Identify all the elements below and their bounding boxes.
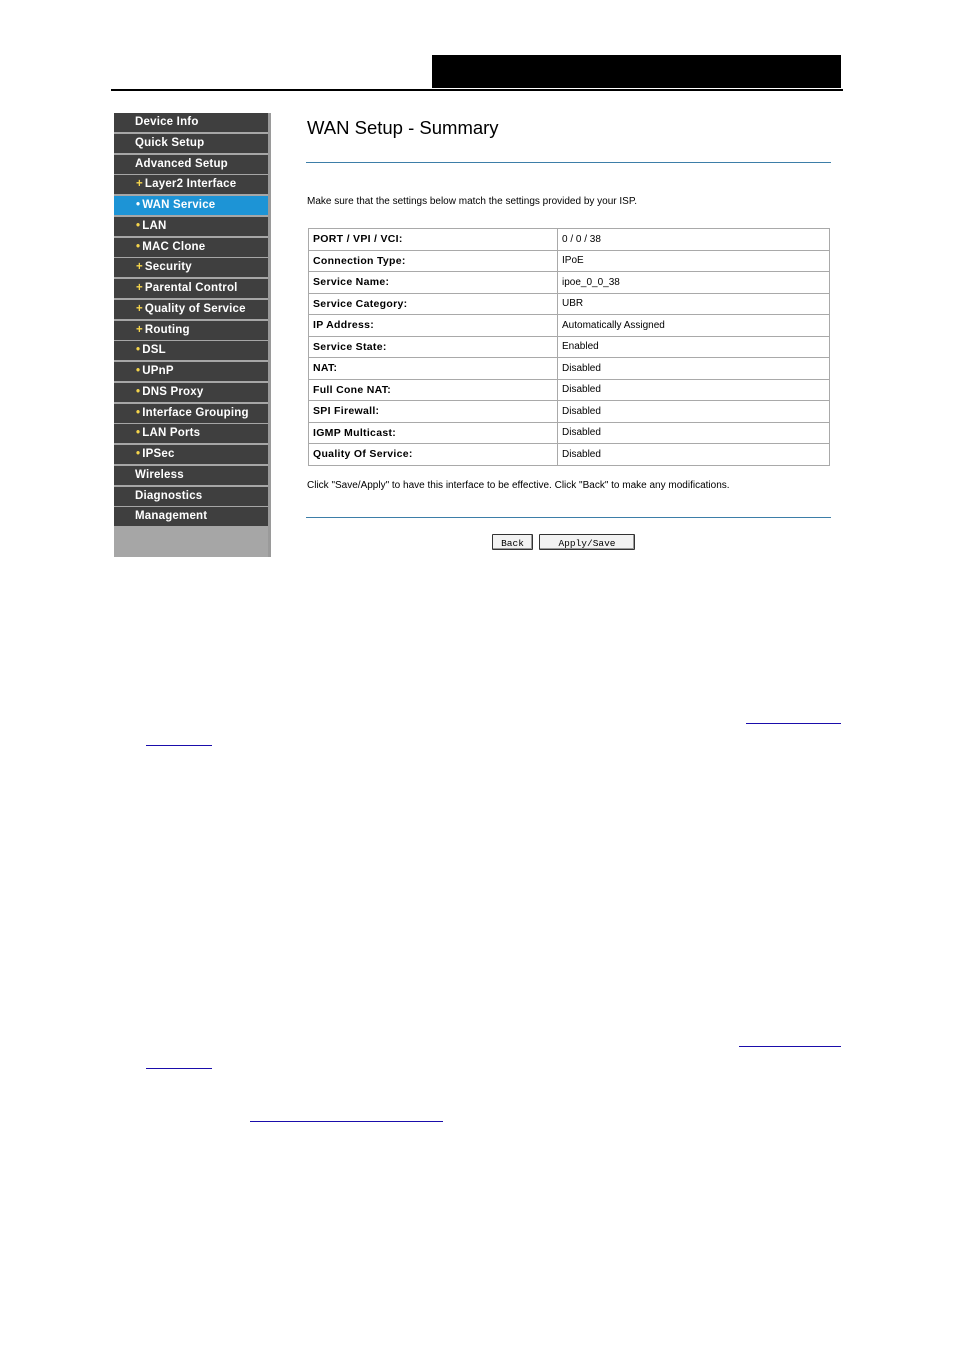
sidebar-item-label: LAN Ports: [142, 427, 201, 440]
row-label: PORT / VPI / VCI:: [309, 229, 558, 251]
sidebar-item-label: LAN: [142, 219, 167, 232]
sidebar-item-label: Management: [135, 510, 208, 523]
sidebar-item-ipsec[interactable]: [114, 445, 269, 464]
table-row: [309, 422, 830, 444]
sidebar-item-label: Wireless: [135, 468, 184, 481]
page-title: WAN Setup - Summary: [307, 117, 499, 138]
row-label: Quality Of Service:: [309, 444, 558, 466]
row-value: Disabled: [558, 444, 830, 466]
expand-icon: +: [136, 261, 143, 274]
sidebar-item-layer2-interface[interactable]: [114, 175, 269, 194]
table-row: [309, 358, 830, 380]
doc-link-underline[interactable]: [250, 1121, 443, 1122]
apply-save-button[interactable]: Apply/Save: [539, 534, 635, 550]
table-row: [309, 250, 830, 272]
row-value: 0 / 0 / 38: [558, 229, 830, 251]
bullet-icon: •: [136, 448, 141, 460]
sidebar-item-upnp[interactable]: [114, 362, 269, 381]
table-row: [309, 229, 830, 251]
table-row: [309, 444, 830, 466]
title-divider: [306, 162, 831, 163]
sidebar-item-dns-proxy[interactable]: [114, 383, 269, 402]
sidebar-item-lan-ports[interactable]: [114, 424, 269, 443]
sidebar-item-label: Device Info: [135, 116, 199, 128]
sidebar-item-label: IPSec: [142, 448, 175, 460]
bullet-icon: •: [136, 240, 141, 253]
row-label: SPI Firewall:: [309, 401, 558, 423]
expand-icon: +: [136, 323, 143, 336]
doc-link-underline[interactable]: [146, 1068, 212, 1069]
row-value: Automatically Assigned: [558, 315, 830, 337]
sidebar-item-dsl[interactable]: [114, 341, 269, 360]
table-row: [309, 336, 830, 358]
table-row: [309, 315, 830, 337]
expand-icon: +: [136, 302, 143, 315]
sidebar-item-label: DSL: [142, 344, 166, 357]
row-label: Full Cone NAT:: [309, 379, 558, 401]
row-label: Service Category:: [309, 293, 558, 315]
sidebar: [114, 113, 269, 557]
sidebar-item-label: WAN Service: [142, 199, 216, 211]
sidebar-item-wireless[interactable]: [114, 466, 269, 485]
sidebar-item-quality-of-service[interactable]: [114, 300, 269, 319]
footer-divider: [306, 517, 831, 518]
row-label: NAT:: [309, 358, 558, 380]
sidebar-item-device-info[interactable]: [114, 113, 269, 132]
bullet-icon: •: [136, 344, 141, 357]
bullet-icon: •: [136, 427, 141, 440]
bullet-icon: •: [136, 219, 141, 232]
main-content: [271, 113, 841, 557]
expand-icon: +: [136, 282, 143, 294]
row-value: Disabled: [558, 422, 830, 444]
bullet-icon: •: [136, 199, 141, 211]
sidebar-item-label: UPnP: [142, 365, 174, 377]
table-row: [309, 379, 830, 401]
row-value: Enabled: [558, 336, 830, 358]
header-bar: [432, 55, 841, 88]
bullet-icon: •: [136, 406, 141, 419]
back-button[interactable]: Back: [492, 534, 533, 550]
instructions-text: Make sure that the settings below match the settings provided by your ISP.: [307, 196, 637, 207]
sidebar-item-security[interactable]: [114, 258, 269, 277]
summary-table: [308, 228, 830, 466]
sidebar-item-diagnostics[interactable]: [114, 487, 269, 506]
sidebar-item-label: Quick Setup: [135, 136, 205, 149]
table-row: [309, 293, 830, 315]
row-value: ipoe_0_0_38: [558, 272, 830, 294]
doc-link-underline[interactable]: [739, 1046, 841, 1047]
row-value: Disabled: [558, 401, 830, 423]
row-value: Disabled: [558, 379, 830, 401]
row-value: UBR: [558, 293, 830, 315]
sidebar-item-label: Interface Grouping: [142, 406, 249, 419]
sidebar-item-label: Layer2 Interface: [144, 178, 237, 191]
doc-link-underline[interactable]: [746, 723, 841, 724]
sidebar-item-management[interactable]: [114, 507, 269, 526]
sidebar-item-lan[interactable]: [114, 217, 269, 236]
sidebar-item-mac-clone[interactable]: [114, 238, 269, 257]
save-note: Click "Save/Apply" to have this interface to be effective. Click "Back" to make any modifications.: [307, 480, 730, 491]
table-row: [309, 401, 830, 423]
sidebar-item-label: Quality of Service: [144, 302, 246, 315]
header-rule: [111, 89, 843, 91]
row-label: IGMP Multicast:: [309, 422, 558, 444]
table-row: [309, 272, 830, 294]
row-label: IP Address:: [309, 315, 558, 337]
sidebar-item-label: Routing: [144, 323, 190, 336]
expand-icon: +: [136, 178, 143, 191]
sidebar-item-wan-service[interactable]: [114, 196, 269, 215]
bullet-icon: •: [136, 385, 141, 398]
sidebar-item-interface-grouping[interactable]: [114, 404, 269, 423]
doc-link-underline[interactable]: [146, 745, 212, 746]
sidebar-item-advanced-setup[interactable]: [114, 155, 269, 174]
row-label: Service Name:: [309, 272, 558, 294]
row-value: Disabled: [558, 358, 830, 380]
row-value: IPoE: [558, 250, 830, 272]
bullet-icon: •: [136, 365, 141, 377]
sidebar-item-quick-setup[interactable]: [114, 134, 269, 153]
sidebar-item-label: DNS Proxy: [142, 385, 204, 398]
sidebar-item-label: Diagnostics: [135, 489, 203, 502]
row-label: Service State:: [309, 336, 558, 358]
sidebar-item-label: MAC Clone: [142, 240, 206, 253]
sidebar-item-label: Security: [144, 261, 192, 274]
sidebar-item-label: Advanced Setup: [135, 157, 228, 170]
sidebar-item-routing[interactable]: [114, 321, 269, 340]
row-label: Connection Type:: [309, 250, 558, 272]
sidebar-item-label: Parental Control: [144, 282, 238, 294]
sidebar-item-parental-control[interactable]: [114, 279, 269, 298]
